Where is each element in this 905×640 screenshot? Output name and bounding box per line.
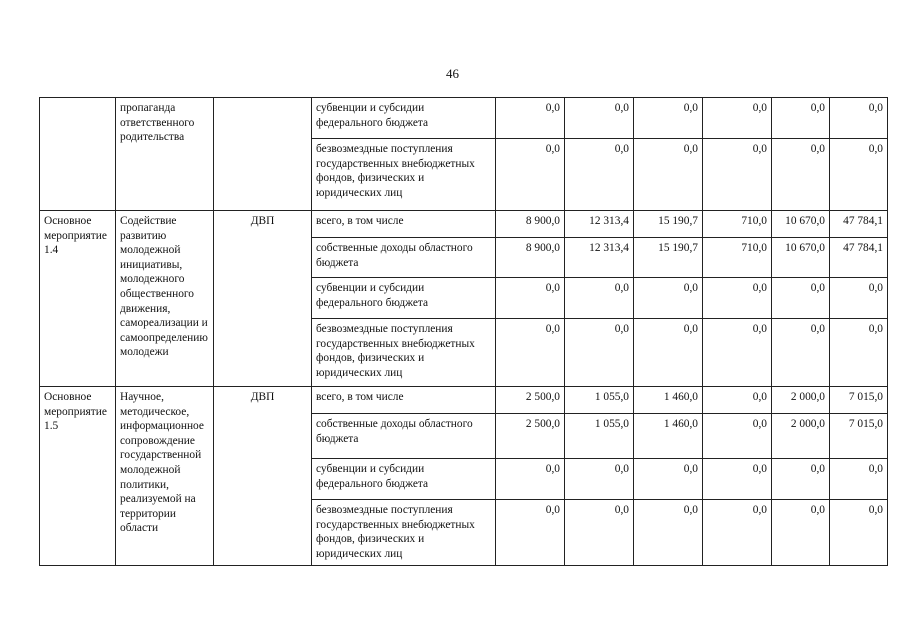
funding-value: 0,0: [772, 139, 830, 211]
responsible-executor: ДВП: [214, 211, 312, 387]
funding-value: 0,0: [772, 319, 830, 387]
funding-value: 0,0: [772, 98, 830, 139]
measure-code: [40, 98, 116, 211]
funding-value: 0,0: [634, 139, 703, 211]
funding-value: 15 190,7: [634, 238, 703, 278]
measure-description: Научное, методическое, информационное сопровождение государственной молодежной политики, реализуемой на территории области: [116, 387, 214, 566]
funding-value: 0,0: [634, 319, 703, 387]
funding-value: 47 784,1: [830, 211, 888, 238]
responsible-executor: ДВП: [214, 387, 312, 566]
funding-value: 0,0: [830, 139, 888, 211]
funding-value: 0,0: [634, 98, 703, 139]
funding-value: 8 900,0: [496, 238, 565, 278]
funding-value: 0,0: [703, 414, 772, 459]
funding-value: 15 190,7: [634, 211, 703, 238]
funding-value: 2 500,0: [496, 414, 565, 459]
funding-value: 2 000,0: [772, 414, 830, 459]
funding-value: 0,0: [565, 278, 634, 319]
funding-value: 0,0: [772, 459, 830, 500]
measure-code: Основное мероприятие 1.4: [40, 211, 116, 387]
funding-value: 7 015,0: [830, 414, 888, 459]
funding-value: 0,0: [830, 459, 888, 500]
measure-description: Содействие развитию молодежной инициативы, молодежного общественного движения, самореализации и самоопределению молодежи: [116, 211, 214, 387]
funding-value: 0,0: [634, 278, 703, 319]
funding-source: безвозмездные поступления государственных внебюджетных фондов, физических и юридических лиц: [312, 319, 496, 387]
funding-value: 0,0: [565, 500, 634, 566]
funding-source: субвенции и субсидии федерального бюджета: [312, 278, 496, 319]
funding-value: 1 055,0: [565, 387, 634, 414]
funding-value: 710,0: [703, 211, 772, 238]
funding-value: 7 015,0: [830, 387, 888, 414]
funding-value: 2 000,0: [772, 387, 830, 414]
funding-value: 0,0: [496, 98, 565, 139]
table-row: [40, 211, 888, 238]
funding-value: 12 313,4: [565, 211, 634, 238]
funding-value: 710,0: [703, 238, 772, 278]
budget-table: [39, 97, 888, 566]
funding-value: 0,0: [496, 459, 565, 500]
measure-code: Основное мероприятие 1.5: [40, 387, 116, 566]
responsible-executor: [214, 98, 312, 211]
funding-value: 0,0: [496, 139, 565, 211]
funding-value: 0,0: [703, 139, 772, 211]
table-row: [40, 98, 888, 139]
funding-value: 0,0: [703, 387, 772, 414]
funding-value: 47 784,1: [830, 238, 888, 278]
funding-value: 8 900,0: [496, 211, 565, 238]
funding-source: безвозмездные поступления государственных внебюджетных фондов, физических и юридических лиц: [312, 500, 496, 566]
funding-value: 0,0: [830, 98, 888, 139]
funding-value: 0,0: [830, 500, 888, 566]
funding-value: 0,0: [496, 278, 565, 319]
page-number: 46: [446, 66, 459, 81]
funding-value: 0,0: [496, 319, 565, 387]
funding-value: 0,0: [703, 278, 772, 319]
funding-value: 0,0: [634, 459, 703, 500]
funding-value: 0,0: [703, 500, 772, 566]
funding-value: 0,0: [703, 319, 772, 387]
funding-value: 10 670,0: [772, 211, 830, 238]
funding-value: 1 460,0: [634, 387, 703, 414]
funding-value: 0,0: [703, 459, 772, 500]
measure-description: пропаганда ответственного родительства: [116, 98, 214, 211]
funding-source: собственные доходы областного бюджета: [312, 414, 496, 459]
funding-source: субвенции и субсидии федерального бюджета: [312, 98, 496, 139]
funding-value: 0,0: [830, 278, 888, 319]
funding-value: 12 313,4: [565, 238, 634, 278]
funding-value: 1 055,0: [565, 414, 634, 459]
funding-source: всего, в том числе: [312, 211, 496, 238]
funding-value: 0,0: [565, 139, 634, 211]
funding-value: 0,0: [496, 500, 565, 566]
funding-value: 0,0: [565, 319, 634, 387]
funding-value: 0,0: [772, 500, 830, 566]
funding-value: 0,0: [565, 98, 634, 139]
funding-source: собственные доходы областного бюджета: [312, 238, 496, 278]
funding-source: субвенции и субсидии федерального бюджета: [312, 459, 496, 500]
funding-value: 0,0: [703, 98, 772, 139]
funding-value: 0,0: [830, 319, 888, 387]
funding-value: 0,0: [565, 459, 634, 500]
funding-source: всего, в том числе: [312, 387, 496, 414]
table-row: [40, 387, 888, 414]
funding-value: 10 670,0: [772, 238, 830, 278]
funding-value: 2 500,0: [496, 387, 565, 414]
funding-value: 1 460,0: [634, 414, 703, 459]
funding-value: 0,0: [634, 500, 703, 566]
funding-source: безвозмездные поступления государственных внебюджетных фондов, физических и юридических лиц: [312, 139, 496, 211]
funding-value: 0,0: [772, 278, 830, 319]
